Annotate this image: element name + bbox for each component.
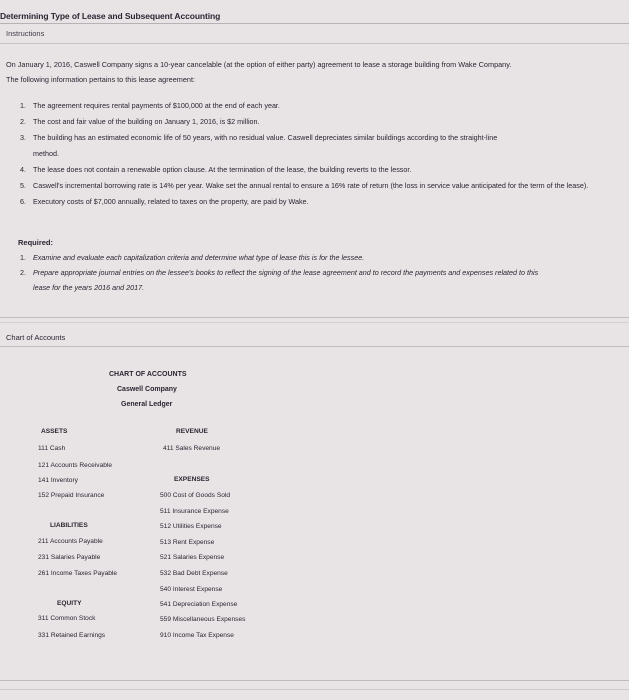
ledger-name: General Ledger: [121, 401, 173, 408]
account-item: 500 Cost of Goods Sold: [160, 492, 231, 499]
divider: [0, 322, 629, 323]
revenue-header: REVENUE: [176, 428, 208, 435]
account-item: 511 Insurance Expense: [160, 508, 229, 515]
account-item: 532 Bad Debt Expense: [160, 570, 228, 577]
account-item: 211 Accounts Payable: [38, 538, 103, 545]
intro-text: [6, 57, 511, 87]
account-item: 559 Miscellaneous Expenses: [160, 616, 246, 623]
account-item: 411 Sales Revenue: [163, 445, 221, 452]
coa-heading: CHART OF ACCOUNTS: [109, 371, 187, 378]
lease-facts-list: [20, 98, 620, 210]
account-item: 541 Depreciation Expense: [160, 601, 238, 608]
account-item: 331 Retained Earnings: [38, 632, 106, 639]
divider: [0, 680, 629, 681]
list-item: [20, 250, 610, 265]
item-text: Prepare appropriate journal entries on the lessee's books to reflect the signing of the lease agreement and to record the payments and expenses related to this lease for the years 2016 and 2017.: [33, 268, 539, 292]
intro-line: On January 1, 2016, Caswell Company signs a 10-year cancelable (at the option of either party) agreement to lease a storage building from Wake Company.: [6, 60, 512, 69]
page-title: Determining Type of Lease and Subsequent Accounting: [0, 11, 221, 21]
expenses-header: EXPENSES: [174, 476, 210, 483]
list-item: [20, 98, 620, 114]
list-item: [20, 194, 620, 210]
item-text: The agreement requires rental payments of $100,000 at the end of each year.: [33, 101, 280, 110]
account-item: 540 Interest Expense: [160, 586, 223, 593]
item-text: The cost and fair value of the building on January 1, 2016, is $2 million.: [33, 117, 260, 126]
item-number: 2.: [20, 268, 26, 277]
item-text: The lease does not contain a renewable option clause. At the termination of the lease, the building reverts to the lessor.: [33, 165, 412, 174]
account-item: 121 Accounts Receivable: [38, 462, 113, 469]
divider: [0, 23, 629, 24]
account-item: 521 Salaries Expense: [160, 554, 225, 561]
item-number: 1.: [20, 253, 26, 262]
assets-header: ASSETS: [41, 428, 68, 435]
item-number: 1.: [20, 101, 26, 110]
account-item: 512 Utilities Expense: [160, 523, 222, 530]
account-item: 141 Inventory: [38, 477, 78, 484]
divider: [0, 689, 629, 690]
required-heading: Required:: [18, 238, 54, 247]
item-text: Examine and evaluate each capitalization criteria and determine what type of lease this is for the lessee.: [33, 253, 365, 262]
divider: [0, 317, 629, 318]
chart-of-accounts-tab[interactable]: Chart of Accounts: [6, 333, 66, 342]
account-item: 231 Salaries Payable: [38, 554, 101, 561]
instructions-tab[interactable]: Instructions: [6, 29, 45, 38]
item-text: Executory costs of $7,000 annually, related to taxes on the property, are paid by Wake.: [33, 197, 309, 206]
item-number: 3.: [20, 133, 26, 142]
required-list: [20, 250, 610, 295]
equity-header: EQUITY: [57, 600, 82, 607]
account-item: 261 Income Taxes Payable: [38, 570, 118, 577]
list-item: [20, 178, 620, 194]
item-number: 6.: [20, 197, 26, 206]
list-item: [20, 162, 620, 178]
list-item: [20, 265, 610, 295]
account-item: 513 Rent Expense: [160, 539, 215, 546]
divider: [0, 43, 629, 44]
item-text: The building has an estimated economic life of 50 years, with no residual value. Caswell depreciates similar buildings according to the straight-line method.: [33, 133, 498, 158]
item-number: 5.: [20, 181, 26, 190]
company-name: Caswell Company: [117, 386, 177, 393]
account-item: 910 Income Tax Expense: [160, 632, 234, 639]
liabilities-header: LIABILITIES: [50, 522, 88, 529]
list-item: [20, 114, 620, 130]
divider: [0, 346, 629, 347]
item-text: Caswell's incremental borrowing rate is 14% per year. Wake set the annual rental to ensure a 16% rate of return (the loss in service value anticipated for the term of the lease).: [33, 181, 589, 190]
account-item: 152 Prepaid Insurance: [38, 492, 105, 499]
account-item: 311 Common Stock: [38, 615, 96, 622]
item-number: 4.: [20, 165, 26, 174]
intro-line: The following information pertains to this lease agreement:: [6, 75, 196, 84]
list-item: [20, 130, 620, 162]
account-item: 111 Cash: [38, 445, 66, 452]
item-number: 2.: [20, 117, 26, 126]
